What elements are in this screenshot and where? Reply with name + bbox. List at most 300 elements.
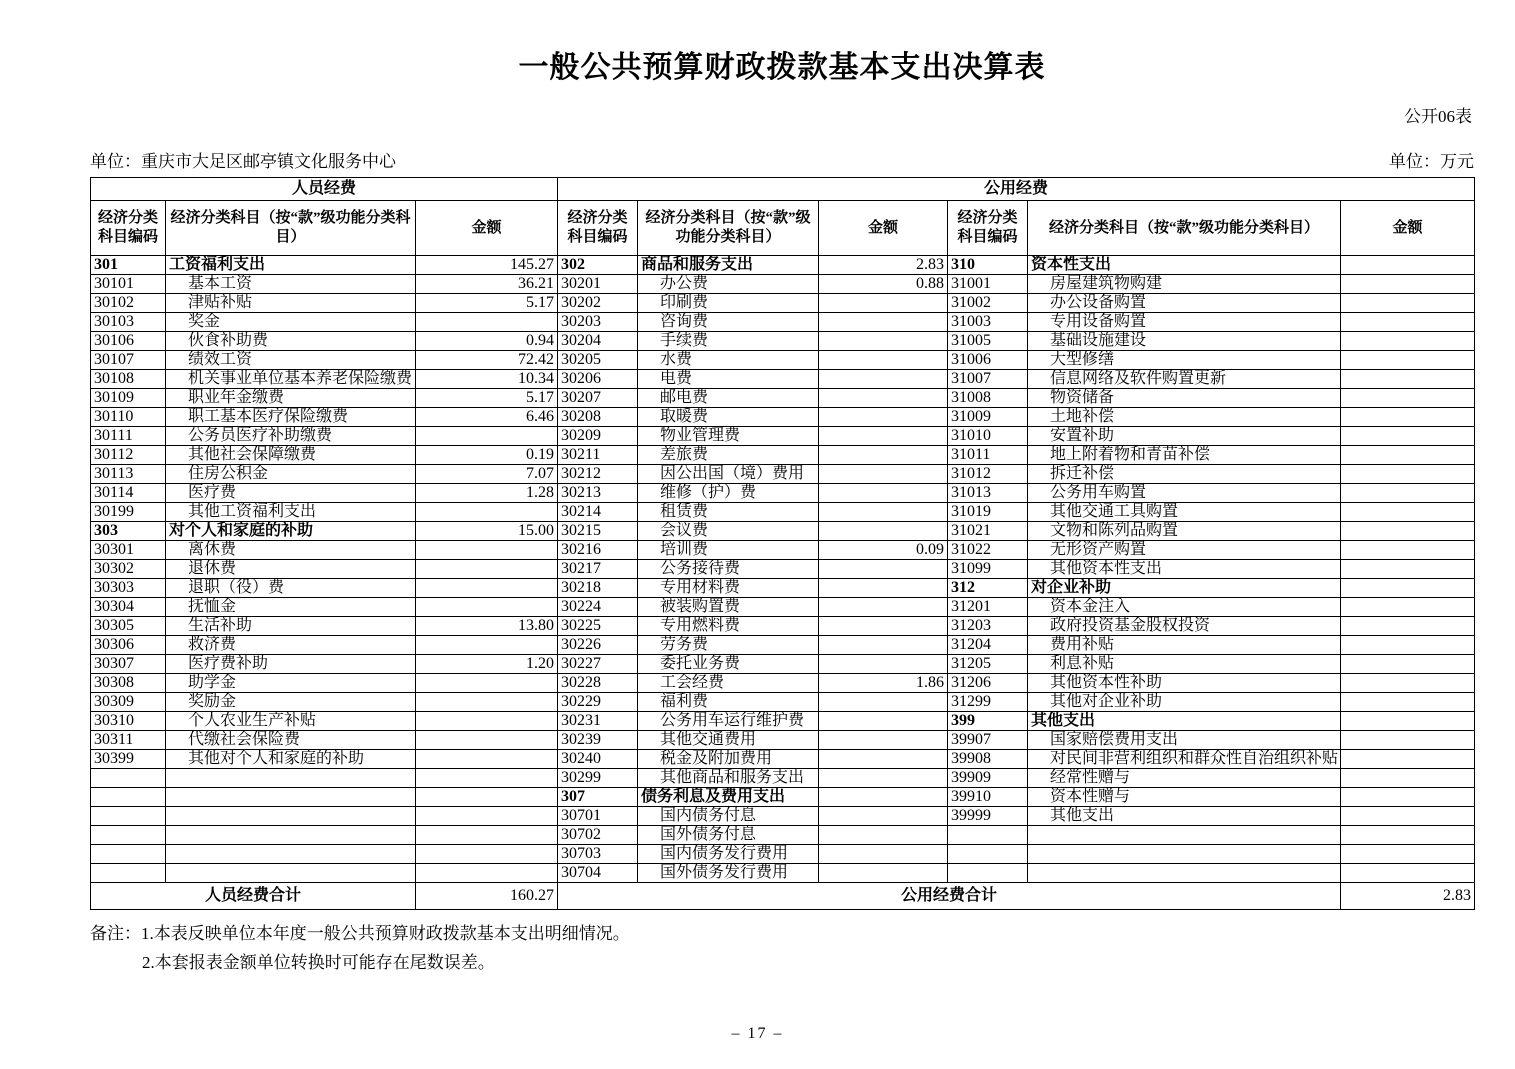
amount-cell [1341,294,1475,313]
amount-cell [1341,503,1475,522]
code-cell: 39909 [948,769,1028,788]
subject-cell: 国内债务付息 [638,807,819,826]
subject-cell: 被装购置费 [638,598,819,617]
code-cell: 31021 [948,522,1028,541]
amount-cell [416,750,558,769]
subject-cell: 对企业补助 [1028,579,1341,598]
amount-cell [416,560,558,579]
code-cell: 303 [91,522,166,541]
table-row [91,294,1475,313]
code-cell: 30111 [91,427,166,446]
code-cell: 30703 [558,845,638,864]
amount-cell [1341,674,1475,693]
table-row [91,351,1475,370]
code-cell: 30213 [558,484,638,503]
table-row [91,522,1475,541]
subject-cell: 差旅费 [638,446,819,465]
code-cell: 31022 [948,541,1028,560]
code-cell: 30302 [91,560,166,579]
code-cell: 30301 [91,541,166,560]
subject-cell: 其他工资福利支出 [166,503,416,522]
code-cell: 307 [558,788,638,807]
subject-cell: 伙食补助费 [166,332,416,351]
amount-cell: 1.86 [819,674,948,693]
amount-cell [416,674,558,693]
subject-cell: 福利费 [638,693,819,712]
amount-cell [819,826,948,845]
table-row [91,408,1475,427]
amount-cell [1341,579,1475,598]
subject-cell: 国外债务发行费用 [638,864,819,883]
subject-cell: 专用设备购置 [1028,313,1341,332]
subject-cell: 培训费 [638,541,819,560]
table-row [91,636,1475,655]
code-cell: 30114 [91,484,166,503]
table-row [91,826,1475,845]
amount-cell [1341,389,1475,408]
subject-cell: 经常性赠与 [1028,769,1341,788]
code-cell: 30214 [558,503,638,522]
subject-cell: 医疗费 [166,484,416,503]
subject-cell: 专用燃料费 [638,617,819,636]
amount-cell [1341,826,1475,845]
amount-cell: 36.21 [416,275,558,294]
column-header-amount: 金额 [1341,201,1475,256]
code-cell: 30216 [558,541,638,560]
subject-cell [1028,826,1341,845]
code-cell [948,864,1028,883]
subject-cell: 其他支出 [1028,712,1341,731]
code-cell: 30206 [558,370,638,389]
subject-cell: 其他支出 [1028,807,1341,826]
amount-cell [1341,617,1475,636]
subject-cell [166,845,416,864]
table-row [91,617,1475,636]
amount-cell: 1.20 [416,655,558,674]
amount-cell [1341,636,1475,655]
code-cell: 30226 [558,636,638,655]
subject-cell: 资本性支出 [1028,256,1341,275]
code-cell: 30109 [91,389,166,408]
subject-cell: 国内债务发行费用 [638,845,819,864]
form-tag: 公开06表 [1404,107,1472,126]
code-cell: 30208 [558,408,638,427]
amount-cell [416,864,558,883]
amount-cell [819,351,948,370]
code-cell: 30311 [91,731,166,750]
amount-cell [819,446,948,465]
code-cell: 31205 [948,655,1028,674]
table-row [91,807,1475,826]
subject-cell: 公务接待费 [638,560,819,579]
amount-cell [416,541,558,560]
table-row [91,579,1475,598]
amount-cell: 1.28 [416,484,558,503]
amount-cell [1341,275,1475,294]
code-cell: 30106 [91,332,166,351]
subject-cell: 国外债务付息 [638,826,819,845]
amount-cell [819,313,948,332]
amount-cell [819,484,948,503]
amount-cell [1341,446,1475,465]
code-cell: 30224 [558,598,638,617]
subject-cell: 住房公积金 [166,465,416,484]
amount-cell [819,465,948,484]
subject-cell: 医疗费补助 [166,655,416,674]
amount-cell [819,617,948,636]
column-header-subject: 经济分类科目（按“款”级功能分类科目） [638,201,819,256]
code-cell [948,845,1028,864]
code-cell: 30205 [558,351,638,370]
subject-cell: 办公设备购置 [1028,294,1341,313]
amount-cell: 5.17 [416,294,558,313]
subject-cell: 奖励金 [166,693,416,712]
amount-cell [416,712,558,731]
amount-cell [1341,769,1475,788]
column-header-amount: 金额 [819,201,948,256]
code-cell: 31011 [948,446,1028,465]
subject-cell: 委托业务费 [638,655,819,674]
subject-cell: 基础设施建设 [1028,332,1341,351]
code-cell: 30108 [91,370,166,389]
amount-cell: 72.42 [416,351,558,370]
subject-cell: 工会经费 [638,674,819,693]
subject-cell: 奖金 [166,313,416,332]
table-row [91,769,1475,788]
subject-cell: 国家赔偿费用支出 [1028,731,1341,750]
code-cell: 31019 [948,503,1028,522]
code-cell: 30202 [558,294,638,313]
table-row [91,427,1475,446]
group-header-personnel: 人员经费 [91,178,558,201]
subject-cell [166,864,416,883]
code-cell: 30306 [91,636,166,655]
subject-cell: 代缴社会保险费 [166,731,416,750]
amount-cell: 15.00 [416,522,558,541]
table-row [91,332,1475,351]
amount-cell [819,370,948,389]
amount-cell [1341,788,1475,807]
subject-cell: 其他对企业补助 [1028,693,1341,712]
code-cell: 312 [948,579,1028,598]
code-cell: 30107 [91,351,166,370]
amount-cell [819,788,948,807]
code-cell [91,788,166,807]
amount-cell [416,769,558,788]
amount-cell [819,579,948,598]
table-row [91,541,1475,560]
note-text: 1.本表反映单位本年度一般公共预算财政拨款基本支出明细情况。 [141,924,630,943]
budget-table [90,177,1475,910]
code-cell: 30307 [91,655,166,674]
table-row [91,731,1475,750]
code-cell: 30304 [91,598,166,617]
code-cell: 30207 [558,389,638,408]
amount-cell [819,693,948,712]
amount-cell [1341,693,1475,712]
subject-cell: 绩效工资 [166,351,416,370]
table-row [91,845,1475,864]
subject-cell: 基本工资 [166,275,416,294]
code-cell: 39908 [948,750,1028,769]
amount-cell [819,807,948,826]
table-row [91,370,1475,389]
amount-cell [819,864,948,883]
amount-cell [1341,465,1475,484]
unit-name-label: 单位：重庆市大足区邮亭镇文化服务中心 [90,152,396,171]
table-row [91,674,1475,693]
subject-cell: 其他交通工具购置 [1028,503,1341,522]
subject-cell: 物业管理费 [638,427,819,446]
code-cell: 31008 [948,389,1028,408]
code-cell [91,864,166,883]
code-cell: 30704 [558,864,638,883]
code-cell: 31099 [948,560,1028,579]
amount-cell [1341,731,1475,750]
subject-cell: 债务利息及费用支出 [638,788,819,807]
amount-cell [819,769,948,788]
code-cell: 30240 [558,750,638,769]
amount-cell [416,598,558,617]
code-cell: 30310 [91,712,166,731]
amount-cell [1341,845,1475,864]
amount-cell [1341,560,1475,579]
subject-cell: 公务用车购置 [1028,484,1341,503]
subject-cell: 租赁费 [638,503,819,522]
amount-cell [819,731,948,750]
subject-cell: 其他交通费用 [638,731,819,750]
subject-cell: 资本金注入 [1028,598,1341,617]
table-row [91,503,1475,522]
amount-cell: 0.88 [819,275,948,294]
table-row [91,750,1475,769]
amount-cell [1341,332,1475,351]
amount-cell: 13.80 [416,617,558,636]
subject-cell: 劳务费 [638,636,819,655]
subject-cell [166,807,416,826]
code-cell: 30101 [91,275,166,294]
subject-cell: 其他资本性支出 [1028,560,1341,579]
column-header-code: 经济分类科目编码 [558,201,638,256]
subject-cell: 无形资产购置 [1028,541,1341,560]
subject-cell: 地上附着物和青苗补偿 [1028,446,1341,465]
code-cell: 31005 [948,332,1028,351]
subject-cell [1028,845,1341,864]
totals-row [91,883,1475,910]
group-header-row [91,178,1475,201]
code-cell [91,769,166,788]
subject-cell: 对个人和家庭的补助 [166,522,416,541]
code-cell: 310 [948,256,1028,275]
note-text: 2.本套报表金额单位转换时可能存在尾数误差。 [142,953,495,972]
code-cell: 30229 [558,693,638,712]
unit-row [90,147,1474,172]
subject-cell [166,788,416,807]
code-cell: 31012 [948,465,1028,484]
code-cell: 30209 [558,427,638,446]
code-cell: 30299 [558,769,638,788]
subject-cell: 信息网络及软件购置更新 [1028,370,1341,389]
amount-cell [819,332,948,351]
amount-cell [416,731,558,750]
amount-cell [1341,256,1475,275]
page-number: – 17 – [731,1025,784,1042]
subject-cell: 其他资本性补助 [1028,674,1341,693]
subject-cell: 维修（护）费 [638,484,819,503]
amount-cell: 145.27 [416,256,558,275]
amount-cell [416,579,558,598]
code-cell: 31002 [948,294,1028,313]
amount-cell [1341,427,1475,446]
subject-cell: 大型修缮 [1028,351,1341,370]
subject-cell: 救济费 [166,636,416,655]
subject-cell: 邮电费 [638,389,819,408]
table-row [91,598,1475,617]
subject-cell: 职工基本医疗保险缴费 [166,408,416,427]
subject-cell: 取暖费 [638,408,819,427]
code-cell: 30218 [558,579,638,598]
amount-cell [819,389,948,408]
subject-cell: 电费 [638,370,819,389]
subject-cell: 税金及附加费用 [638,750,819,769]
amount-cell [1341,351,1475,370]
amount-cell [819,408,948,427]
subject-cell: 房屋建筑物购建 [1028,275,1341,294]
personnel-total-amount: 160.27 [416,883,558,910]
amount-cell [819,560,948,579]
amount-cell [1341,655,1475,674]
code-cell: 31206 [948,674,1028,693]
column-header-amount: 金额 [416,201,558,256]
code-cell: 30399 [91,750,166,769]
subject-cell: 印刷费 [638,294,819,313]
subject-cell: 退休费 [166,560,416,579]
amount-cell [416,503,558,522]
table-row [91,275,1475,294]
amount-cell [1341,807,1475,826]
amount-cell: 0.09 [819,541,948,560]
subject-cell [166,769,416,788]
code-cell: 31203 [948,617,1028,636]
code-cell: 30239 [558,731,638,750]
subject-cell: 机关事业单位基本养老保险缴费 [166,370,416,389]
subject-cell: 物资储备 [1028,389,1341,408]
subject-cell: 利息补贴 [1028,655,1341,674]
code-cell: 31009 [948,408,1028,427]
code-cell: 31007 [948,370,1028,389]
amount-cell [1341,408,1475,427]
subject-cell: 咨询费 [638,313,819,332]
amount-cell [416,788,558,807]
document-content [90,0,1474,977]
subject-cell: 对民间非营利组织和群众性自治组织补贴 [1028,750,1341,769]
table-row [91,313,1475,332]
code-cell: 30110 [91,408,166,427]
amount-cell [1341,522,1475,541]
amount-cell [819,845,948,864]
note-line [90,948,1474,977]
code-cell: 31013 [948,484,1028,503]
subject-cell: 公务员医疗补助缴费 [166,427,416,446]
notes [90,919,1474,977]
amount-cell [1341,864,1475,883]
group-header-public: 公用经费 [558,178,1475,201]
column-header-code: 经济分类科目编码 [948,201,1028,256]
code-cell: 31006 [948,351,1028,370]
subject-cell: 政府投资基金股权投资 [1028,617,1341,636]
subject-cell: 拆迁补偿 [1028,465,1341,484]
page-title: 一般公共预算财政拨款基本支出决算表 [518,51,1046,84]
subject-cell: 职业年金缴费 [166,389,416,408]
amount-cell [819,750,948,769]
subject-cell: 会议费 [638,522,819,541]
code-cell: 30199 [91,503,166,522]
subject-cell: 商品和服务支出 [638,256,819,275]
code-cell: 30204 [558,332,638,351]
subject-cell: 助学金 [166,674,416,693]
amount-cell [1341,750,1475,769]
code-cell: 30228 [558,674,638,693]
table-body [91,256,1475,883]
table-row [91,560,1475,579]
code-cell: 31201 [948,598,1028,617]
code-cell: 30308 [91,674,166,693]
code-cell: 30225 [558,617,638,636]
personnel-total-label: 人员经费合计 [91,883,416,910]
code-cell: 30217 [558,560,638,579]
column-header-code: 经济分类科目编码 [91,201,166,256]
subject-cell [1028,864,1341,883]
code-cell: 30227 [558,655,638,674]
code-cell: 30702 [558,826,638,845]
table-row [91,446,1475,465]
subject-cell: 其他社会保障缴费 [166,446,416,465]
amount-cell [1341,313,1475,332]
column-header-subject: 经济分类科目（按“款”级功能分类科目） [166,201,416,256]
code-cell: 31204 [948,636,1028,655]
public-total-amount: 2.83 [1341,883,1475,910]
amount-cell [819,427,948,446]
code-cell: 30211 [558,446,638,465]
subject-cell: 其他对个人和家庭的补助 [166,750,416,769]
amount-cell [416,313,558,332]
amount-cell [1341,712,1475,731]
code-cell: 31003 [948,313,1028,332]
amount-cell: 5.17 [416,389,558,408]
amount-cell: 0.94 [416,332,558,351]
code-cell: 30112 [91,446,166,465]
amount-cell [416,826,558,845]
table-row [91,484,1475,503]
code-cell: 30305 [91,617,166,636]
code-cell [91,845,166,864]
subject-cell: 水费 [638,351,819,370]
unit-currency-label: 单位：万元 [1389,152,1474,171]
subject-cell: 费用补贴 [1028,636,1341,655]
code-cell [948,826,1028,845]
column-header-subject: 经济分类科目（按“款”级功能分类科目） [1028,201,1341,256]
amount-cell [819,522,948,541]
subject-cell: 公务用车运行维护费 [638,712,819,731]
code-cell: 30701 [558,807,638,826]
table-row [91,389,1475,408]
subject-cell: 因公出国（境）费用 [638,465,819,484]
amount-cell [1341,598,1475,617]
code-cell: 30231 [558,712,638,731]
code-cell: 39999 [948,807,1028,826]
code-cell: 39907 [948,731,1028,750]
subject-cell: 资本性赠与 [1028,788,1341,807]
